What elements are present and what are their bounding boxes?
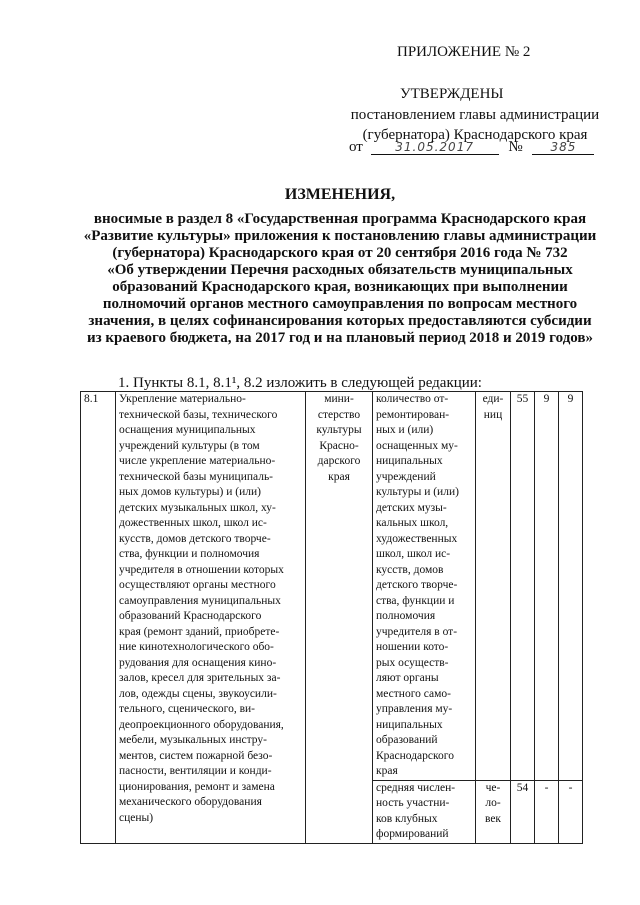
indicator-line: кальных школ, — [376, 517, 449, 529]
measure-name-line: пасности, вентиляции и конди- — [119, 765, 272, 777]
measure-name-line: залов, кресел для зрительных за- — [119, 672, 281, 684]
indicator-line: рых осуществ- — [376, 656, 449, 669]
title-line: «Развитие культуры» приложения к постановлению главы администрации — [83, 228, 597, 244]
indicator-line: художественных — [376, 532, 458, 545]
indicator-line: ниципальных — [376, 718, 443, 731]
measure-name-line: мебели, музыкальных инстру- — [119, 734, 267, 746]
indicator-line: учреждений — [376, 470, 436, 483]
value-2017: 55 — [511, 392, 535, 781]
indicator-line: Краснодарского — [376, 749, 454, 762]
measure-name-line: ных домов культуры) и (или) — [119, 486, 261, 498]
measure-name-line: ционирования, ремонт и замена — [119, 780, 275, 793]
executor-line: культуры — [316, 424, 362, 436]
value-2019: - — [559, 780, 583, 843]
measure-name-line: оснащения муниципальных — [119, 424, 256, 436]
row-number: 8.1 — [81, 392, 116, 844]
measure-name-line: осуществляют органы местного — [119, 579, 276, 591]
indicator-line: средняя числен- — [376, 781, 456, 794]
measure-name-line: сцены) — [119, 811, 154, 824]
executor-line: Красно- — [319, 439, 359, 452]
indicator-line: учредителя в от- — [376, 625, 458, 638]
indicator-line: ремонтирован- — [376, 408, 450, 421]
approved-label: УТВЕРЖДЕНЫ — [400, 86, 504, 102]
measure-name-line: ментов, систем пожарной безо- — [119, 749, 273, 762]
indicator-line: школ, школ ис- — [376, 548, 451, 560]
measure-name — [116, 392, 306, 844]
executor-line: дарского — [317, 455, 361, 467]
measure-name-line: деопроекционного оборудования, — [119, 718, 284, 731]
title-heading: ИЗМЕНЕНИЯ, — [284, 186, 396, 203]
measure-name-line: учредителя в отношении которых — [119, 563, 284, 576]
measure-name-line: механического оборудования — [119, 796, 262, 808]
measure-name-line: образований Краснодарского — [119, 610, 262, 622]
indicator-line: формирований — [376, 828, 449, 840]
indicator-line: детских музы- — [376, 501, 447, 514]
value-2017: 54 — [511, 780, 535, 843]
indicator-line: культуры и (или) — [376, 486, 459, 498]
measure-name-line: технической базы, технического — [119, 408, 278, 421]
measure-name-line: самоуправления муниципальных — [119, 594, 281, 607]
measure-name-line: дожественных школ, школ ис- — [119, 517, 267, 529]
executor-line: края — [328, 470, 350, 483]
indicator-line: ляют органы — [376, 672, 439, 684]
title-line: полномочий органов местного самоуправления по вопросам местного — [102, 296, 578, 312]
measure-name-line: лов, одежды сцены, звукоусили- — [119, 687, 277, 700]
value-2018: - — [535, 780, 559, 843]
measure-name-line: учреждений культуры (в том — [119, 439, 260, 452]
indicator-line: управления му- — [376, 703, 453, 715]
measure-name-line: тельного, сценического, ви- — [119, 703, 255, 715]
measure-name-line: числе укрепление материально- — [119, 455, 276, 467]
unit-1: еди- ниц — [476, 392, 511, 781]
value-2019: 9 — [559, 392, 583, 781]
indicator-line: ношении кото- — [376, 641, 449, 653]
executor-line: мини- — [324, 393, 354, 405]
date-prefix: от — [349, 139, 363, 155]
indicator-line: ков клубных — [376, 812, 438, 825]
unit-2: че- ло- век — [476, 780, 511, 843]
title-line: из краевого бюджета, на 2017 год и на плановый период 2018 и 2019 годов» — [86, 330, 594, 346]
indicator-1 — [373, 392, 476, 781]
indicator-line: кусств, домов — [376, 563, 444, 576]
indicator-line: детского творче- — [376, 579, 458, 591]
indicator-2 — [373, 780, 476, 843]
handwritten-date: 31.05.2017 — [371, 140, 499, 155]
title-line: значения, в целях софинансирования которых предоставляются субсидии — [88, 313, 592, 329]
table-row — [81, 392, 583, 781]
measure-name-line: рудования для оснащения кино- — [119, 656, 277, 669]
indicator-line: ных и (или) — [376, 424, 434, 436]
measure-name-line: Укрепление материально- — [119, 393, 246, 405]
measure-name-line: ние кинотехнологического обо- — [119, 641, 274, 653]
handwritten-number: 385 — [532, 140, 594, 155]
program-table — [80, 391, 583, 844]
item-heading: 1. Пункты 8.1, 8.1¹, 8.2 изложить в следующей редакции: — [118, 375, 482, 391]
appendix-label: ПРИЛОЖЕНИЕ № 2 — [397, 44, 531, 60]
title-line: вносимые в раздел 8 «Государственная программа Краснодарского края — [93, 211, 587, 227]
measure-name-line: края (ремонт зданий, приобрете- — [119, 625, 280, 638]
date-line — [349, 139, 594, 156]
document-title — [60, 186, 620, 347]
title-line: «Об утверждении Перечня расходных обязательств муниципальных — [107, 262, 573, 278]
title-line: (губернатора) Краснодарского края от 20 сентября 2016 года № 732 — [112, 245, 568, 261]
number-prefix: № — [508, 139, 523, 155]
measure-name-line: ства, функции и полномочия — [119, 548, 260, 560]
value-2018: 9 — [535, 392, 559, 781]
indicator-line: ниципальных — [376, 455, 443, 467]
measure-name-line: кусств, домов детского творче- — [119, 532, 271, 545]
measure-name-line: технической базы муниципаль- — [119, 470, 274, 483]
indicator-line: оснащенных му- — [376, 439, 458, 452]
indicator-line: местного само- — [376, 687, 451, 700]
executor-line: стерство — [317, 408, 361, 421]
title-line: образований Краснодарского края, возникающих при выполнении — [112, 279, 568, 295]
indicator-line: края — [376, 765, 398, 777]
approved-by-line: постановлением главы администрации — [350, 107, 600, 123]
indicator-line: ность участни- — [376, 797, 450, 809]
indicator-line: образований — [376, 734, 438, 746]
indicator-line: количество от- — [376, 393, 449, 405]
approved-by-line: (губернатора) Краснодарского края — [362, 127, 588, 143]
measure-name-line: детских музыкальных школ, ху- — [119, 501, 276, 514]
indicator-line: ства, функции и — [376, 594, 455, 607]
executor — [306, 392, 373, 844]
indicator-line: полномочия — [376, 610, 436, 622]
